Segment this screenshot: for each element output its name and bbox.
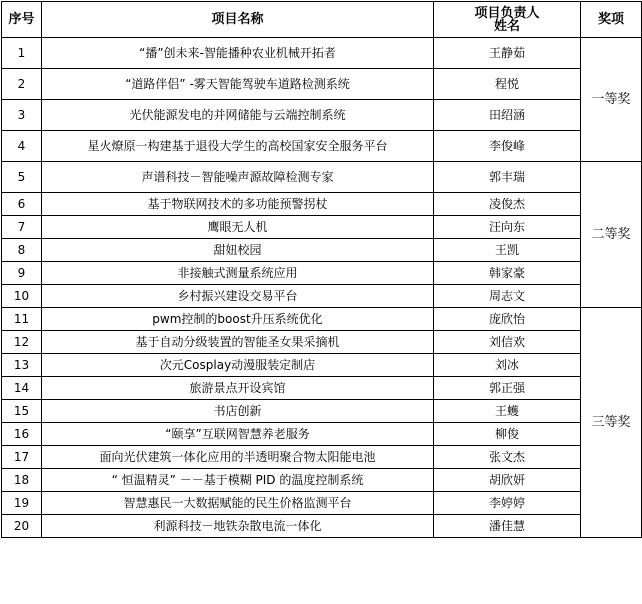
row-project-name: 星火燎原一构建基于退役大学生的高校国家安全服务平台 — [42, 131, 434, 162]
row-leader: 王蠖 — [434, 400, 581, 423]
table-row — [2, 162, 642, 193]
table-row — [2, 262, 642, 285]
row-project-name: pwm控制的boost升压系统优化 — [42, 308, 434, 331]
table-row — [2, 193, 642, 216]
row-leader: 刘冰 — [434, 354, 581, 377]
row-index: 12 — [2, 331, 42, 354]
row-leader: 王静茹 — [434, 38, 581, 69]
row-leader: 潘佳慧 — [434, 515, 581, 538]
row-leader: 郭丰瑞 — [434, 162, 581, 193]
row-project-name: 面向光伏建筑一体化应用的半透明聚合物太阳能电池 — [42, 446, 434, 469]
table-row — [2, 331, 642, 354]
header-leader-line1: 项目负责人 — [474, 5, 540, 21]
row-index: 8 — [2, 239, 42, 262]
row-leader: 王凯 — [434, 239, 581, 262]
row-leader: 柳俊 — [434, 423, 581, 446]
row-index: 13 — [2, 354, 42, 377]
row-leader: 周志文 — [434, 285, 581, 308]
row-project-name: 声谱科技－智能噪声源故障检测专家 — [42, 162, 434, 193]
table-row — [2, 377, 642, 400]
row-index: 4 — [2, 131, 42, 162]
table-row — [2, 239, 642, 262]
row-project-name: “颐享”互联网智慧养老服务 — [42, 423, 434, 446]
row-project-name: 乡村振兴建设交易平台 — [42, 285, 434, 308]
row-leader: 韩家豪 — [434, 262, 581, 285]
row-project-name: 基于自动分级装置的智能圣女果采摘机 — [42, 331, 434, 354]
table-row — [2, 100, 642, 131]
header-award: 奖项 — [581, 2, 642, 38]
row-project-name: 光伏能源发电的并网储能与云端控制系统 — [42, 100, 434, 131]
row-leader: 张文杰 — [434, 446, 581, 469]
row-leader: 刘信欢 — [434, 331, 581, 354]
row-index: 19 — [2, 492, 42, 515]
row-project-name: 书店创新 — [42, 400, 434, 423]
award-table — [1, 1, 642, 538]
header-leader-line2: 姓名 — [493, 18, 520, 34]
row-index: 2 — [2, 69, 42, 100]
table-row — [2, 400, 642, 423]
row-project-name: “播”创未来-智能播种农业机械开拓者 — [42, 38, 434, 69]
award-first: 一等奖 — [581, 38, 642, 162]
row-index: 11 — [2, 308, 42, 331]
row-index: 15 — [2, 400, 42, 423]
table-row — [2, 131, 642, 162]
table-row — [2, 308, 642, 331]
table-row — [2, 492, 642, 515]
row-leader: 凌俊杰 — [434, 193, 581, 216]
row-project-name: 智慧惠民一大数据赋能的民生价格监测平台 — [42, 492, 434, 515]
row-project-name: 甜妞校园 — [42, 239, 434, 262]
row-leader: 庞欣怡 — [434, 308, 581, 331]
row-leader: 李婷婷 — [434, 492, 581, 515]
row-project-name: 基于物联网技术的多功能预警拐杖 — [42, 193, 434, 216]
award-second: 二等奖 — [581, 162, 642, 308]
table-row — [2, 69, 642, 100]
award-third: 三等奖 — [581, 308, 642, 538]
header-project-name: 项目名称 — [42, 2, 434, 38]
row-index: 14 — [2, 377, 42, 400]
row-index: 5 — [2, 162, 42, 193]
row-project-name: “ 恒温精灵” －－基于模糊 PID 的温度控制系统 — [42, 469, 434, 492]
row-leader: 郭正强 — [434, 377, 581, 400]
row-index: 6 — [2, 193, 42, 216]
row-leader: 汪向东 — [434, 216, 581, 239]
row-project-name: 利源科技－地铁杂散电流一体化 — [42, 515, 434, 538]
row-project-name: 旅游景点开设宾馆 — [42, 377, 434, 400]
table-row — [2, 216, 642, 239]
header-leader — [434, 2, 581, 38]
row-project-name: 鹰眼无人机 — [42, 216, 434, 239]
table-row — [2, 285, 642, 308]
row-leader: 李俊峰 — [434, 131, 581, 162]
row-index: 1 — [2, 38, 42, 69]
row-index: 9 — [2, 262, 42, 285]
row-leader: 胡欣妍 — [434, 469, 581, 492]
table-row — [2, 423, 642, 446]
row-index: 3 — [2, 100, 42, 131]
row-leader: 田绍涵 — [434, 100, 581, 131]
header-index: 序号 — [2, 2, 42, 38]
table-row — [2, 515, 642, 538]
table-row — [2, 446, 642, 469]
row-project-name: 次元Cosplay动漫服装定制店 — [42, 354, 434, 377]
row-project-name: “道路伴侣” -雾天智能驾驶车道路检测系统 — [42, 69, 434, 100]
row-index: 20 — [2, 515, 42, 538]
table-row — [2, 38, 642, 69]
row-index: 7 — [2, 216, 42, 239]
row-index: 17 — [2, 446, 42, 469]
row-index: 18 — [2, 469, 42, 492]
table-header-row — [2, 2, 642, 38]
row-project-name: 非接触式测量系统应用 — [42, 262, 434, 285]
table-row — [2, 354, 642, 377]
row-index: 10 — [2, 285, 42, 308]
row-leader: 程悦 — [434, 69, 581, 100]
row-index: 16 — [2, 423, 42, 446]
table-row — [2, 469, 642, 492]
